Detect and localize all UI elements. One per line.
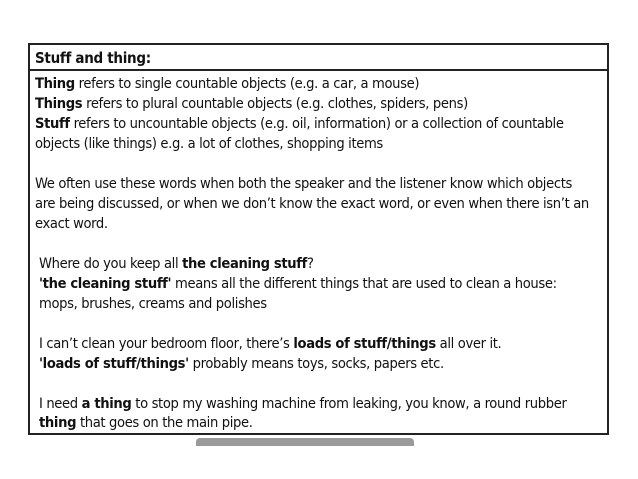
example2-sentence: [39, 334, 501, 354]
example1-explanation-term: 'the cleaning stuff': [39, 275, 172, 292]
example1-question-post: ?: [306, 255, 314, 272]
example1-explanation-continued: mops, brushes, creams and polishes: [39, 295, 267, 312]
example3-continued-bold: thing: [39, 414, 77, 431]
example3-sentence: [39, 394, 567, 414]
example2-explanation-text: probably means toys, socks, papers etc.: [188, 355, 444, 372]
example3-sentence-post: to stop my washing machine from leaking, you know, a round rubber: [131, 395, 567, 412]
example3-continued-text: that goes on the main pipe.: [76, 414, 253, 431]
example1-question-pre: Where do you keep all: [39, 255, 183, 272]
example1-question: [39, 254, 314, 274]
definition-thing-text: refers to single countable objects (e.g. a car, a mouse): [74, 75, 420, 92]
example2-sentence-pre: I can’t clean your bedroom floor, there’s: [39, 335, 294, 352]
definition-stuff: [35, 114, 564, 134]
example2-explanation: [39, 354, 444, 374]
definition-thing: [35, 74, 419, 94]
definition-things-text: refers to plural countable objects (e.g. clothes, spiders, pens): [82, 95, 468, 112]
example3-sentence-continued: [39, 413, 253, 433]
example2-explanation-term: 'loads of stuff/things': [39, 355, 189, 372]
example1-explanation: [39, 274, 557, 294]
definition-stuff-continued: objects (like things) e.g. a lot of clothes, shopping items: [35, 135, 383, 152]
scrollbar-thumb[interactable]: [196, 438, 414, 446]
term-thing: Thing: [35, 75, 75, 92]
usage-line-1: We often use these words when both the speaker and the listener know which objects: [35, 175, 572, 192]
document-title: Stuff and thing:: [35, 49, 151, 67]
definition-stuff-text: refers to uncountable objects (e.g. oil, information) or a collection of countable: [69, 115, 564, 132]
example1-explanation-text: means all the different things that are used to clean a house:: [171, 275, 557, 292]
document-box: [28, 43, 609, 435]
example2-sentence-bold: loads of stuff/things: [293, 335, 436, 352]
term-things: Things: [35, 95, 83, 112]
example3-sentence-pre: I need: [39, 395, 82, 412]
usage-line-2: are being discussed, or when we don’t know the exact word, or even when there isn’t an: [35, 195, 589, 212]
usage-line-3: exact word.: [35, 215, 108, 232]
example3-sentence-bold: a thing: [81, 395, 132, 412]
example2-sentence-post: all over it.: [435, 335, 502, 352]
term-stuff: Stuff: [35, 115, 70, 132]
example1-question-bold: the cleaning stuff: [182, 255, 307, 272]
definition-things: [35, 94, 468, 114]
title-bar: [30, 45, 607, 71]
